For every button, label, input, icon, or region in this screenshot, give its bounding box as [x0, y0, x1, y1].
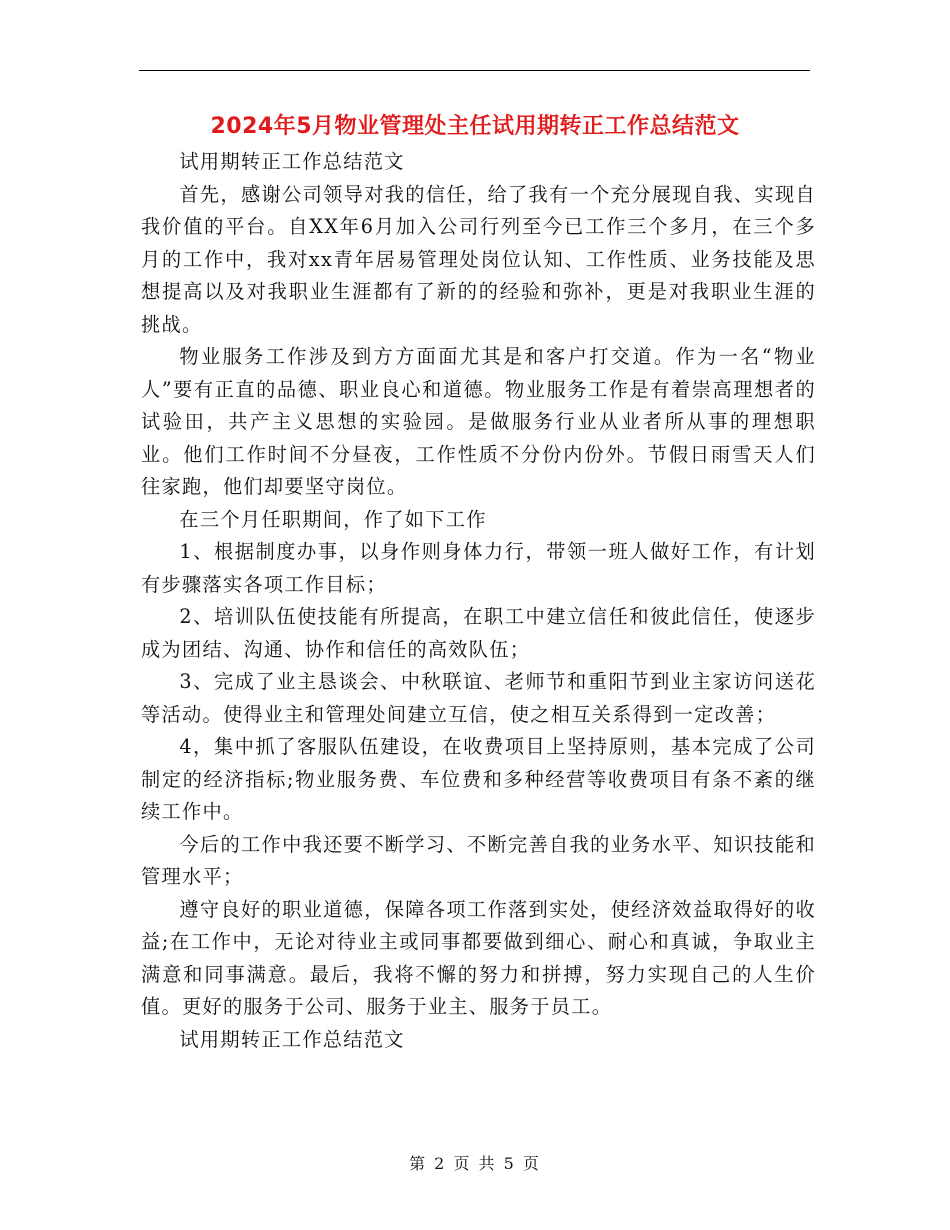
paragraph-item-2: 2、培训队伍使技能有所提高，在职工中建立信任和彼此信任，使逐步成为团结、沟通、协作和信任的高效队伍；: [141, 605, 816, 661]
paragraph-item-4: 4，集中抓了客服队伍建设，在收费项目上坚持原则，基本完成了公司制定的经济指标;物业服务费、车位费和多种经营等收费项目有条不紊的继续工作中。: [141, 735, 816, 823]
page-footer: 第 2 页 共 5 页: [409, 1154, 541, 1173]
document-body: [141, 146, 816, 1056]
paragraph-work-intro: 在三个月任职期间，作了如下工作: [179, 507, 487, 531]
paragraph-ethics: 遵守良好的职业道德，保障各项工作落到实处，使经济效益取得好的收益;在工作中，无论对待业主或同事都要做到细心、耐心和真诚，争取业主满意和同事满意。最后，我将不懈的努力和拼搏，努力实现自己的人生价值。更好的服务于公司、服务于业主、服务于员工。: [141, 897, 816, 1018]
header-rule: [139, 70, 810, 71]
paragraph-next-heading: 试用期转正工作总结范文: [179, 1027, 405, 1051]
paragraph-service: 物业服务工作涉及到方方面面尤其是和客户打交道。作为一名“物业人”要有正直的品德、职业良心和道德。物业服务工作是有着崇高理想者的试验田，共产主义思想的实验园。是做服务行业从业者所从事的理想职业。他们工作时间不分昼夜，工作性质不分份内份外。节假日雨雪天人们往家跑，他们却要坚守岗位。: [141, 345, 816, 498]
paragraph-future: 今后的工作中我还要不断学习、不断完善自我的业务水平、知识技能和管理水平；: [141, 832, 816, 888]
paragraph-intro: 首先，感谢公司领导对我的信任，给了我有一个充分展现自我、实现自我价值的平台。自XX年6月加入公司行列至今已工作三个多月，在三个多月的工作中，我对xx青年居易管理处岗位认知、工作性质、业务技能及思想提高以及对我职业生涯都有了新的的经验和弥补，更是对我职业生涯的挑战。: [141, 182, 816, 336]
paragraph-item-1: 1、根据制度办事，以身作则身体力行，带领一班人做好工作，有计划有步骤落实各项工作目标；: [141, 540, 816, 596]
document-title: 2024年5月物业管理处主任试用期转正工作总结范文: [210, 114, 740, 139]
paragraph-item-3: 3、完成了业主恳谈会、中秋联谊、老师节和重阳节到业主家访问送花等活动。使得业主和管理处间建立互信，使之相互关系得到一定改善；: [141, 670, 816, 726]
paragraph-heading: 试用期转正工作总结范文: [179, 150, 405, 173]
